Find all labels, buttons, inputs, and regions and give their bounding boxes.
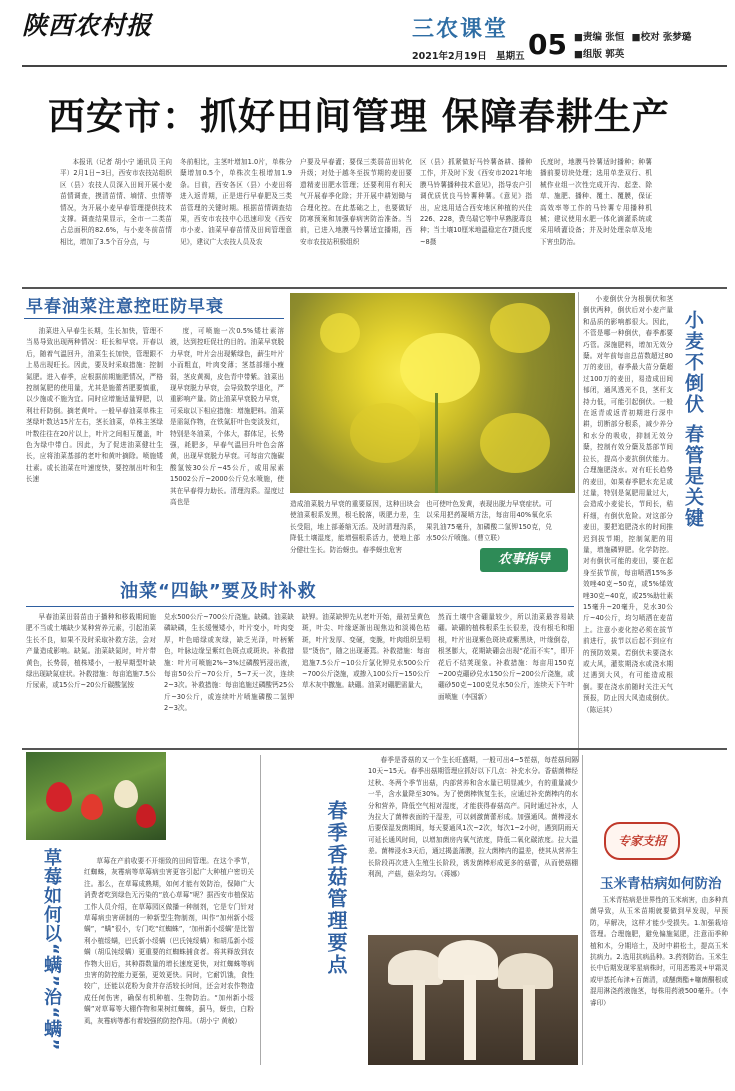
farming-guide-label: 农事指导 [497, 552, 550, 567]
article3-col-3: 缺钾。油菜缺钾先从老叶开始，最初呈黄色斑，叶尖、叶缘逐渐出现焦边和淡褐色枯斑，叶片发厚、变硬，变脆，叶肉组织呈明显“烫伤”，随之出现萎蔫。补救措施：每亩追施7.5公斤~10公斤氯化钾兑水500公斤~700公斤浇施，或掺入100公斤~150公斤草木灰中撒施。缺硼。油菜对硼肥需量大， [302, 613, 430, 690]
lead-article-col-3: 户要及早春灌；要保三类弱苗田转化升级；对处于越冬至拔节期的麦田要遗精麦田肥水管理；还要利用有利天气开展春季化除；并开展中耕划锄与合理化控。在此基础之上，也要做好防寒预案和加强春病害防治准备。当前，已进入地膜马铃薯适宜播期，西安市农技站积极组织 [300, 158, 412, 246]
page-number: 05 [528, 28, 567, 61]
article2-title: 小麦不倒伏 春管是关键 [682, 310, 704, 529]
article1-col-2: 度，可喷施一次0.5%矮壮素溶液，达到控旺促壮的目的。油菜早衰脱力早衰，叶片会出现紫绿色，薪生叶片小而粗直，叶肉变薄；茎基部细小瘦弱，茎皮黄褐，皮色青中带紫。油菜出现早衰脱力早衰，会导致数学退化，严重影响产量。防止油菜早衰脱力早衰，可采取以下相应措施：增施肥料。油菜是需氮作物，在铁氮肝叶色变淡发红，特别是冬油菜，个体大，群体足，长势强，耗肥多，早春气温回升叶色会落黄，出现早衰脱力早衰。可每亩穴施碳酸氢铵30公斤~45公斤，或用尿素15002公斤~2000公斤兑水喷施，使其在早春得力助长。清理沟系。湿度过高也是 [170, 327, 284, 507]
article5-body: 春季是香菇的又一个生长旺盛期，一般可出4~5茬菇，每茬菇间隔10天~15天。春季出菇期管理应抓好以下几点：补充水分。香菇菌棒经过秋、冬两个季节出菇，内部营养和含水量已明显减少，有的重量减少一半，含水量降至30%。为了使菌棒恢复生长，应通过补充菌棒内的水分和营养，降低空气相对湿度，才能获得春菇高产。同时通过补水，人为拉大了菌棒表面的干湿差，可以刺激菌蕾形成。加强通风。菌棒浸水后要保湿发菌期间，每天要通风1次~2次，每次1~2小时，遇到阴雨天可延长通风时间，以增加菌房内氧气浓度，降低二氧化碳浓度。拉大温差。菌棒浸水3天后，通过揭盖薄膜，拉大菌棒内的温差，使其从营养生长阶段再次进入生殖生长阶段，诱发菌棒形成更多的菇蕾，从而使菇棚利润，产菇，菇朵均匀。（蒋娜） [368, 756, 578, 879]
article1-col-4: 也可使叶色发黄，表现出脱力早衰症状。可以采用把药凝喷方法，每亩用40%氧化乐果乳油75毫升，加磷酸二氢钾150克，兑水50公斤喷施。（曹立联） [426, 500, 552, 543]
credit-editor: ■责编 张恒 [574, 32, 625, 43]
article4-body: 草莓在产前收要不开细致的田间管理。在这个季节，红蜘蛛，灰霉病等草莓病虫害更容引起广大种植户密切关注。那么，在草莓成熟期，如何才能有效防治，保障广大消费者吃到绿色无污染的“放心草莓”呢？据西安市植保站工作人员介绍，在草莓园区做播一种制剂，它是专门针对草莓病虫害研制的一种新型生物制剂，叫作“加州新小绥螨”，“螨”很小，专门吃“红蜘蛛”，‘加州新小绥螨’是比智利小植绥螨，巴氏新小绥螨（巴氏钝绥螨）和胡瓜新小绥螨（胡瓜钝绥螨）更重要的红蜘蛛捕食者。将其释放到农作物大田后，其种群数量的增长速度更快，对红蜘蛛等病虫害的防控能力更强，更效更快。同时，它耐饥饿，食性较广，还能以花粉为食并存活较长时间，还会对农作物造成任何伤害，确保有机种植、生物防治。“加州新小绥螨”对草莓等大棚作物和果树红蜘蛛，蓟马，蚜虫，白粉虱，灰霉病等都有着较强的防控作用。（胡小宁 黄敏） [84, 857, 254, 1025]
article1-title: 早春油菜注意控旺防早衰 [26, 297, 224, 317]
article3-bottom-rule [22, 748, 727, 750]
article5-title: 春季香菇管理要点 [324, 800, 348, 976]
issue-date: 2021年2月19日 [412, 51, 487, 62]
article3-col-4: 然而土壤中含硼量较少，所以油菜最容易缺硼。缺硼的植株根系生长很差，没有根毛和细根，叶片出现紫色斑块或紫黑块，叶缘倒卷，根茎膨大，花期缺硼会出现“花而不实”，即开花后不结荚现象。补救措施：每亩用150克~200克硼砂兑水150公斤~200公斤浇施，或硼砂50克~100克兑水50公斤，连续天下午叶面喷施（李国新） [438, 613, 574, 701]
article6-left-rule [582, 755, 583, 1065]
issue-weekday: 星期五 [496, 51, 525, 62]
article3-title-rule [26, 606, 574, 607]
article1-col-3: 造成油菜脱力早衰的重要原因，这种田块会使油菜根系发黑，根毛脱落，吸肥力差，生长受阻，地上部萎缩无活。及时清理沟系，降低土壤湿度，能增强根系活力，使地上部分健壮生长。防治蚜虫。春季蚜虫危害 [290, 500, 420, 554]
rapeseed-flower-photo [290, 293, 575, 493]
expert-tips-badge [604, 822, 680, 860]
newspaper-logo: 陕西农村报 [22, 11, 153, 40]
article4-title: 草莓如何以“螨”治“螨” [41, 848, 62, 1052]
article5-left-rule [260, 755, 261, 1065]
section-name: 三农课堂 [412, 17, 509, 42]
editor-credits [574, 29, 734, 63]
lead-article-col-2: 冬前相比，主茎叶增加1.0片，单株分蘖增加0.5个，单株次生根增加1.9条。目前，西安各区（县）小麦田将进入返青期，正是进行早春肥及三类苗管理的关键时期。根据苗情调查结果，西安市农技中心迅速印发《西安市小麦、油菜早春苗情及田间管理意见》，建议广大农技人员及农 [180, 158, 292, 246]
credit-proofreader: ■校对 张梦璐 [631, 32, 692, 43]
article2-body: 小麦倒伏分为根倒伏和茎倒伏两种，倒伏后对小麦产量和品质的影响都很大。因此，不管是哪一种倒伏，春季都要巧管。深施肥料，增加无效分蘖。对年前每亩总苗数超过80万的麦田，春季最大苗分蘖超过100万的麦田，易造成田间郁闭，通风透光不良，茎秆支持力低，可能引起倒伏。一般在返青或返青初期进行深中耕，切断部分根系，减少养分和水分的吸收，抑制无效分蘖，控制有效分蘖及基部节间拉长，提高小麦抗倒伏能力。合理施肥浇水。对有旺长趋势的麦田，如果春季肥水充足或过量，特别是氮肥用量过大，会造成小麦徒长，节间长，秸秆细，有倒伏危险。对这部分麦田，要把追肥浇水的时间推迟到拔节期，控制氮肥的用量，增施磷钾肥。化学防控。对有倒伏可能的麦田，要在起身至拔节前，每亩喷洒15%多效唑40克~50克，或5%烯效唑30克~40克，或25%助壮素15毫升~20毫升，兑水30公斤~40公斤，均匀喷洒在麦苗上。注意小麦化控必须在拔节前进行，拔节以后起不到应有的预防效果。若倒伏未要浇水或大风，灌浆期浇水或浇水期过遇到大风，有可能造成根倒。要在浇水前随时关注天气预报，防止因大风造成倒伏。（陈运其） [583, 295, 673, 714]
credit-layout: ■组版 郭英 [574, 49, 625, 60]
strawberry-photo [26, 752, 166, 840]
lead-article-col-1: 本报讯（记者 胡小宁 通讯员 王向平）2月1日~3日，西安市农技站组织区（县）农技人员深入田间开展小麦苗情调查，摸清苗情、墒情、虫情等情况，为开展小麦早春管理提供技术支撑。调查结果显示，全市一二类苗占总面积的82.6%，与小麦冬前苗情相比，增加了3.5个百分点，与 [60, 158, 172, 246]
lead-article-col-6 [658, 157, 728, 281]
lead-bottom-rule [22, 287, 727, 289]
expert-tips-label: 专家支招 [617, 834, 666, 848]
article6-title: 玉米青枯病如何防治 [600, 876, 722, 892]
article3-col-1: 早春油菜田弱苗由于播种和移栽期间施肥不当或土壤缺少某种营养元素，引起油菜生长不良，如果不及时采取补救方法，会对产量造成影响。缺氮。油菜缺氮时，叶片带黄色，长势弱，植株矮小，一般早期型叶缺绿出现缺氮症状。补救措施：每亩追施7.5公斤尿素，或15公斤~20公斤碳酸氢铵 [26, 613, 156, 690]
masthead [0, 0, 735, 78]
masthead-rule [22, 65, 727, 67]
article2-left-rule [578, 292, 579, 762]
article1-col-1: 油菜进入早春生长期，生长加快，管理不当易导致出现两种情况：旺长和早衰。开春以后，随着气温回升，油菜生长加快，管理跟不上易出现旺长。因此，要及时采取措施：控制氮肥。进入春季，应根据前期施肥情况，严格控制氮肥的使用量，尤其是施蕾苔肥要慎重，以少施或不施为宜。同时应增施适量钾肥，以利壮秆防倒。摘老黄叶。一般早春油菜单株主茎绿叶数达15片左右，茎长油菜，单株主茎绿叶数往往在20片以上，叶片之间相互覆盖，叶色为绿中带白。因此，为了促进油菜健壮生长，应将油菜基部的老叶和黄叶摘除。喷施矮壮素。或长油菜在叶速度快，要控制出叶和生长速 [26, 327, 163, 484]
article1-title-rule [24, 318, 284, 319]
farming-guide-badge [480, 548, 568, 572]
lead-article-col-4: 区（县）抓紧做好马铃薯备耕、播种工作，并及时下发《西安市2021年地膜马铃薯播种技术意见》，指导农户引调优质优良马铃薯种薯。《意见》指出，应选用适合西安地区种植的兴佳226、228，费乌瑞它等中早熟脱毒良种；当土壤10厘米地温稳定在7摄氏度~8摄 [420, 158, 532, 246]
main-headline: 西安市：抓好田间管理 保障春耕生产 [48, 95, 670, 138]
article6-body: 玉米青枯病是世界性的玉米病害，由多种真菌导致，从玉米苗期就要做到早发现，早预防，早解决，这样才能少受损失。1.加强栽培管理。合理施肥，避免偏施氮肥，注意而季种植和木，分期培土，及时中耕松土，提高玉米抗病力。2.选用抗病品种。3.药剂防治。玉米生长中后期发现零星病株时，可用恶霉灵+甲霜灵或甲基托布津+百菌清，或醚菌酯+噻菌酮根或混用淋浇药液施茎，每株用药液500毫升。（李睿印） [590, 896, 728, 1007]
article3-title: 油菜“四缺”要及时补救 [120, 581, 317, 602]
lead-article-col-5: 氏度时，地膜马铃薯适时播种；种薯播前要切块处理；选用单垄双行、机械作业组一次性完成开沟、起垄、除草、施肥、播种、覆土、覆膜，保证高效率等工作的马铃薯专用播种机械；建议使用水肥一体化滴灌系统或采用喷灌设备；并及时处理杂草及地下害虫防治。 [540, 158, 652, 246]
mushroom-photo [368, 935, 578, 1065]
date-line [412, 48, 525, 62]
article3-col-2: 兑水500公斤~700公斤浇施。缺磷。油菜缺磷缺磷，生长缓慢矮小，叶片变小，叶肉变厚，叶色暗绿或灰绿，缺乏光泽，叶柄紫色，叶脉边缘呈紫红色斑点或斑块。补救措施：叶片可喷施2%~3%过磷酸钙浸出液，每亩50公斤~70公斤，5~7天一次，连续2~3次。补救措施：每亩追施过磷酸钙25公斤~30公斤，或连续叶片喷施磷酸二氢钾2~3次。 [164, 613, 294, 713]
